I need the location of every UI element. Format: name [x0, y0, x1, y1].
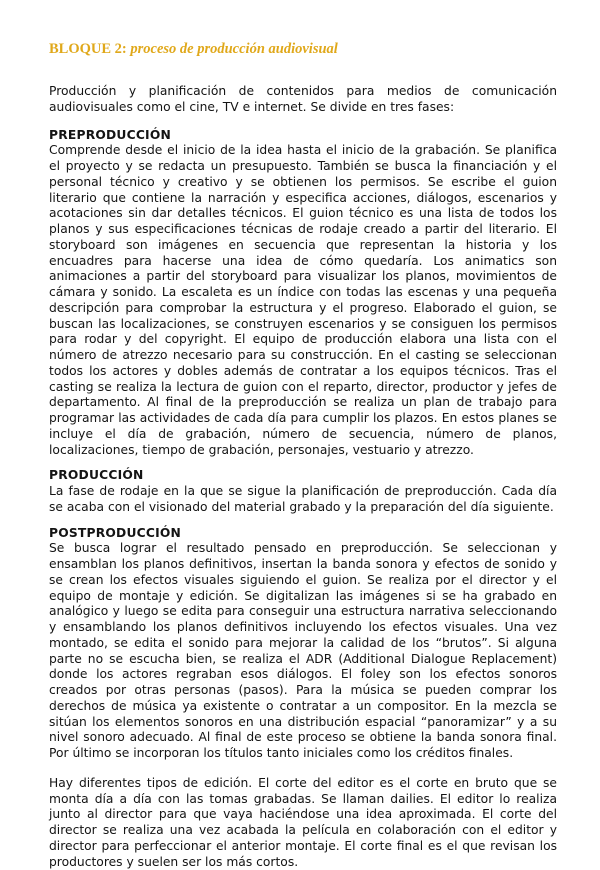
section-body: Comprende desde el inicio de la idea hasta el inicio de la grabación. Se planifica el proyecto y se redacta un presupuesto. También se busca la financiación y el personal técnico y creativo y se obtienen los permisos. Se escribe el guion literario que contiene la narración y especifica acciones, diálogos, escenarios y acotaciones sin dar detalles técnicos. El guion técnico es una lista de todos los planos y sus especificaciones técnicas de rodaje creado a partir del literario. El storyboard son imágenes en secuencia que representan la historia y los encuadres para hacerse una idea de cómo quedaría. Los animatics son animaciones a partir del storyboard para visualizar los planos, movimientos de cámara y sonido. La escaleta es un índice con todas las escenas y una pequeña descripción para comprobar la estructura y el progreso. Elaborado el guion, se buscan las localizaciones, se construyen escenarios y se consiguen los permisos para rodar y del copyright. El equipo de producción elabora una lista con el número de atrezzo necesario para su construcción. En el casting se seleccionan todos los actores y dobles además de contratar a los equipos técnicos. Tras el casting se realiza la lectura de guion con el reparto, director, productor y jefes de departamento. Al final de la preproducción se realiza un plan de trabajo para programar las actividades de cada día para cumplir los plazos. En estos planes se incluye el día de grabación, número de secuencia, número de planos, localizaciones, tiempo de grabación, personajes, vestuario y atrezzo. [49, 143, 557, 457]
section-preproduccion [49, 128, 557, 459]
section-body: Se busca lograr el resultado pensado en preproducción. Se seleccionan y ensamblan los planos definitivos, insertan la banda sonora y efectos de sonido y se crean los efectos visuales siguiendo el guion. Se realiza por el director y el equipo de montaje y edición. Se digitalizan las imágenes si se ha grabado en analógico y luego se edita para conseguir una estructura narrativa seleccionando y ensamblando los planos definitivos incluyendo los efectos visuales. Una vez montado, se edita el sonido para mejorar la calidad de los “brutos”. Si alguna parte no se escucha bien, se realiza el ADR (Additional Dialogue Replacement) donde los actores regraban esos diálogos. El foley son los efectos sonoros creados por otras personas (pasos). Para la música se pueden comprar los derechos de música ya existente o contratar a un compositor. En la mezcla se sitúan los elementos sonoros en una distribución espacial “panoramizar” y a su nivel sonoro adecuado. Al final de este proceso se obtiene la banda sonora final. Por último se incorporan los títulos tanto iniciales como los créditos finales. [49, 541, 557, 760]
closing-paragraph: Hay diferentes tipos de edición. El corte del editor es el corte en bruto que se monta día a día con las tomas grabadas. Se llaman dailies. El editor lo realiza junto al director para que vaya haciéndose una idea aproximada. El corte del director se realiza una vez acabada la película en colaboración con el editor y director para perfeccionar el anterior montaje. El corte final es el que revisan los productores y suelen ser los más cortos. [49, 775, 557, 869]
block-title [49, 40, 557, 58]
document-page [49, 40, 557, 870]
section-heading: PREPRODUCCIÓN [49, 127, 171, 142]
block-topic: proceso de producción audiovisual [130, 41, 338, 57]
intro-paragraph: Producción y planificación de contenidos para medios de comunicación audiovisuales como el cine, TV e internet. Se divide en tres fases: [49, 84, 557, 114]
section-heading: PRODUCCIÓN [49, 468, 144, 483]
section-heading: POSTPRODUCCIÓN [49, 525, 182, 540]
block-label: BLOQUE 2: [49, 41, 127, 57]
section-body: La fase de rodaje en la que se sigue la planificación de preproducción. Cada día se acaba con el visionado del material grabado y la preparación del día siguiente. [49, 484, 557, 514]
section-produccion [49, 468, 557, 515]
section-postproduccion [49, 526, 557, 762]
